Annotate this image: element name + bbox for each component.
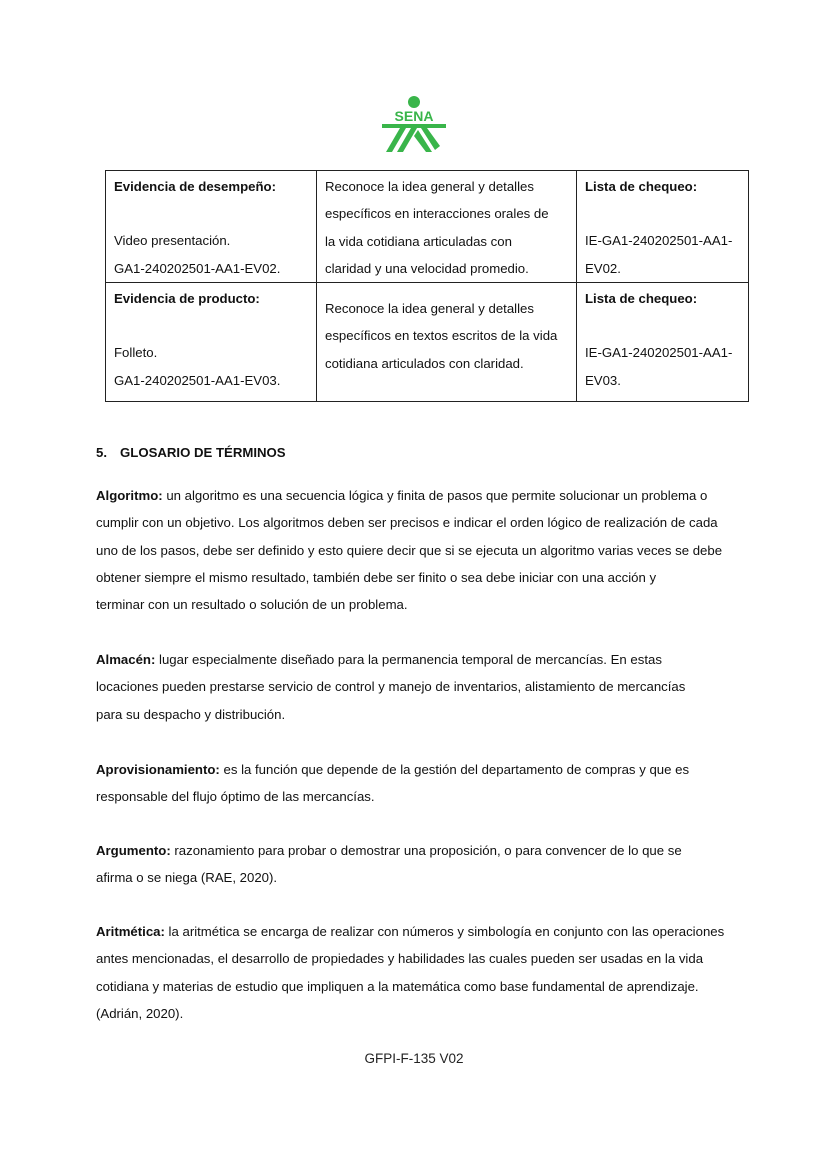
sena-logo xyxy=(378,96,450,158)
evidence-cell xyxy=(106,283,317,402)
glossary-text: obtener siempre el mismo resultado, también debe ser finito o sea debe iniciar con una acción y xyxy=(96,569,657,585)
glossary-term: Almacén: xyxy=(96,652,156,667)
cell-text: Reconoce la idea general y detalles xyxy=(325,179,534,194)
table-row xyxy=(106,171,749,283)
glossary-entry-aritmetica xyxy=(96,918,746,1027)
glossary-text: para su despacho y distribución. xyxy=(96,706,286,722)
glossary-text: la aritmética se encarga de realizar con números y simbología en conjunto con las operaciones xyxy=(164,924,725,939)
glossary-term: Algoritmo: xyxy=(96,488,163,503)
cell-text: IE-GA1-240202501-AA1- xyxy=(585,233,733,249)
glossary-entry-almacen xyxy=(96,646,746,728)
cell-text: Video presentación. xyxy=(114,233,231,249)
cell-text: GA1-240202501-AA1-EV03. xyxy=(114,372,281,388)
cell-text: específicos en interacciones orales de xyxy=(325,206,549,222)
glossary-text: responsable del flujo óptimo de las mercancías. xyxy=(96,789,375,805)
cell-text: cotidiana articulados con claridad. xyxy=(325,355,524,371)
cell-heading: Evidencia de desempeño: xyxy=(114,179,276,194)
sena-logo-icon xyxy=(378,96,450,158)
glossary-text: terminar con un resultado o solución de un problema. xyxy=(96,597,408,613)
glossary-text: cumplir con un objetivo. Los algoritmos deben ser precisos e indicar el orden lógico de realización de cada xyxy=(96,515,718,531)
glossary-text: cotidiana y materias de estudio que impliquen a la matemática como base fundamental de aprendizaje. xyxy=(96,978,699,994)
cell-text: la vida cotidiana articuladas con xyxy=(325,233,512,249)
cell-text: GA1-240202501-AA1-EV02. xyxy=(114,260,281,276)
glossary-text: un algoritmo es una secuencia lógica y finita de pasos que permite solucionar un problema o xyxy=(162,488,708,503)
glossary-text: (Adrián, 2020). xyxy=(96,1005,184,1021)
glossary-text: es la función que depende de la gestión del departamento de compras y que es xyxy=(219,762,690,777)
evidence-table xyxy=(105,170,749,402)
glossary-text: lugar especialmente diseñado para la permanencia temporal de mercancías. En estas xyxy=(155,652,662,667)
cell-text: EV02. xyxy=(585,260,621,276)
instrument-cell xyxy=(577,171,749,283)
cell-text: IE-GA1-240202501-AA1- xyxy=(585,345,733,361)
glossary-term: Aprovisionamiento: xyxy=(96,762,220,777)
glossary-text: locaciones pueden prestarse servicio de control y manejo de inventarios, alistamiento de mercancías xyxy=(96,679,686,695)
glossary-text: razonamiento para probar o demostrar una proposición, o para convencer de lo que se xyxy=(170,843,682,858)
cell-heading: Lista de chequeo: xyxy=(585,179,698,194)
document-code-footer: GFPI-F-135 V02 xyxy=(364,1051,464,1066)
cell-text: claridad y una velocidad promedio. xyxy=(325,260,529,276)
criteria-cell xyxy=(317,283,577,402)
cell-text: específicos en textos escritos de la vida xyxy=(325,328,558,344)
table-row xyxy=(106,283,749,402)
glossary-entry-algoritmo xyxy=(96,482,746,618)
glossary-term: Argumento: xyxy=(96,843,171,858)
glossary-term: Aritmética: xyxy=(96,924,165,939)
instrument-cell xyxy=(577,283,749,402)
svg-text:SENA: SENA xyxy=(394,108,434,124)
section-heading xyxy=(96,445,286,460)
section-title: GLOSARIO DE TÉRMINOS xyxy=(120,445,286,460)
cell-text: Reconoce la idea general y detalles xyxy=(325,301,534,317)
glossary-text: uno de los pasos, debe ser definido y esto quiere decir que si se ejecuta un algoritmo varias veces se debe xyxy=(96,542,723,558)
glossary-text: antes mencionadas, el desarrollo de propiedades y habilidades las cuales pueden ser usadas en la vida xyxy=(96,951,704,967)
glossary-entry-aprovisionamiento xyxy=(96,756,746,811)
cell-heading: Lista de chequeo: xyxy=(585,291,698,307)
cell-text: EV03. xyxy=(585,372,621,388)
criteria-cell xyxy=(317,171,577,283)
glossary-entry-argumento xyxy=(96,837,746,892)
section-number: 5. xyxy=(96,445,107,460)
evidence-cell xyxy=(106,171,317,283)
cell-text: Folleto. xyxy=(114,345,158,361)
glossary-text: afirma o se niega (RAE, 2020). xyxy=(96,870,278,886)
cell-heading: Evidencia de producto: xyxy=(114,291,260,307)
